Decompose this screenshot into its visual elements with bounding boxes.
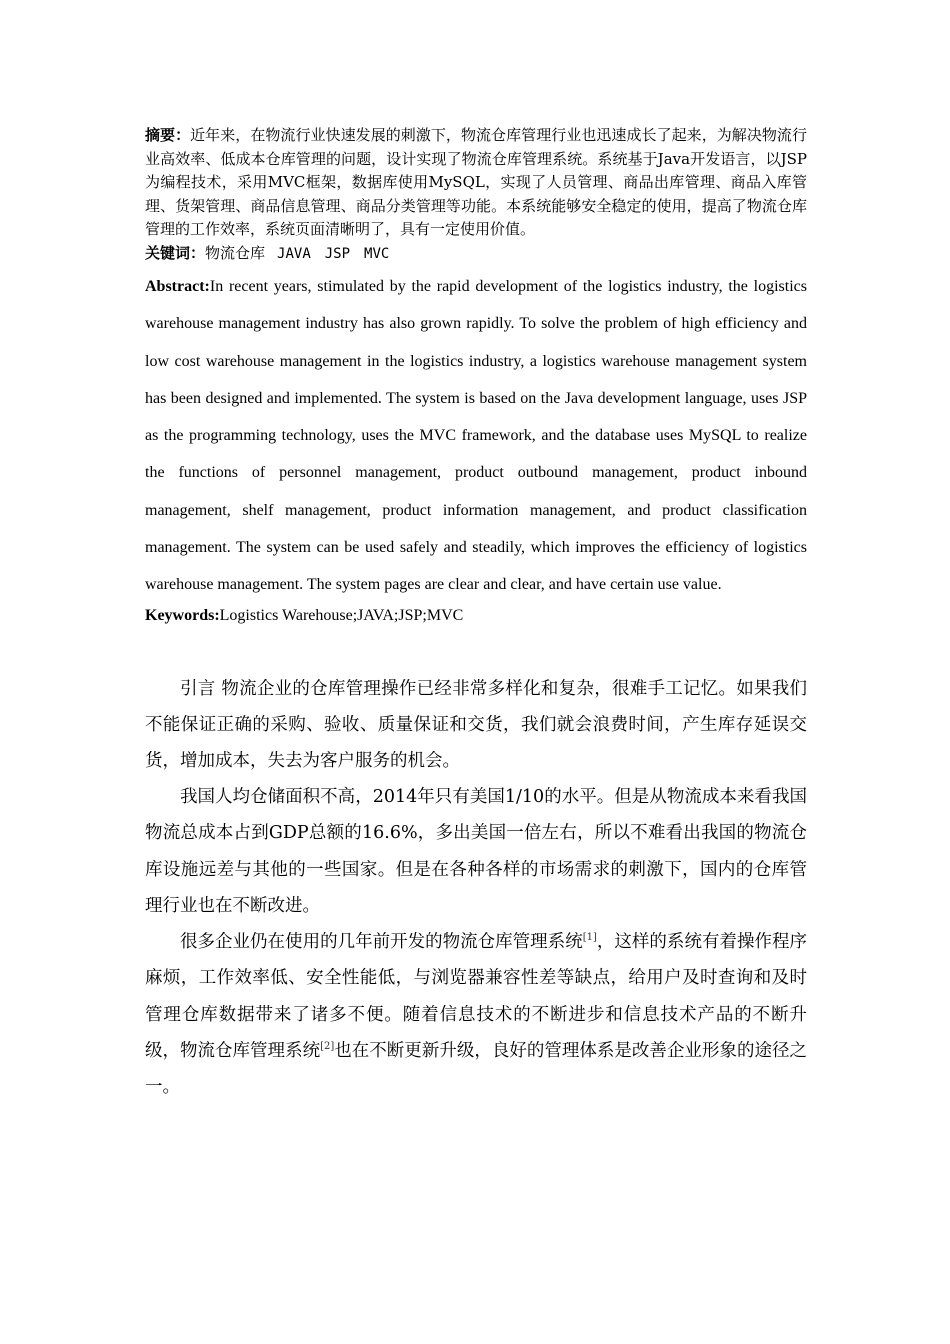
body-paragraph-3-part-b: ，这样的系统有着操作程序麻烦，工作效率低、安全性能低，与浏览器兼容性差等缺点，给用户及时查询和及时管理仓库数据带来了诸多不便。随着信息技术的不断进步和信息技术产品的不断升级，物流仓库管理系统 [145,932,808,1061]
keyword-cn-3: JSP [324,245,351,262]
citation-ref-2[interactable]: [2] [320,1040,335,1052]
abstract-cn [145,124,807,242]
keyword-cn-2: JAVA [277,245,311,262]
paper-page [145,124,807,1105]
keyword-cn-1: 物流仓库 [205,243,266,262]
abstract-en-text: In recent years, stimulated by the rapid development of the logistics industry, the logistics warehouse management industry has also grown rapidly. To solve the problem of high efficiency and low cost warehouse management in the logistics industry, a logistics warehouse management system has been designed and implemented. The system is based on the Java development language, uses JSP as the programming technology, uses the MVC framework, and the database uses MySQL to realize the functions of personnel management, product outbound management, product inbound management, shelf management, product information management, and product classification management. The system can be used safely and steadily, which improves the efficiency of logistics warehouse management. The system pages are clear and clear, and have certain use value. [145,278,807,594]
keywords-en-label: Keywords: [145,606,220,624]
keywords-en-text: Logistics Warehouse;JAVA;JSP;MVC [219,606,464,624]
body-text [145,671,807,1105]
citation-ref-1[interactable]: [1] [582,932,597,944]
body-paragraph-3-part-c: 也在不断更新升级，良好的管理体系是改善企业形象的途径之一。 [145,1040,808,1097]
body-paragraph-2: 我国人均仓储面积不高，2014年只有美国1/10的水平。但是从物流成本来看我国物流总成本占到GDP总额的16.6%，多出美国一倍左右，所以不难看出我国的物流仓库设施远差与其他的一些国家。但是在各种各样的市场需求的刺激下，国内的仓库管理行业也在不断改进。 [145,787,807,916]
keyword-cn-4: MVC [364,245,390,262]
abstract-en-label: Abstract: [145,278,210,295]
abstract-en [145,268,807,604]
keywords-cn [145,242,807,267]
abstract-cn-text: 近年来，在物流行业快速发展的刺激下，物流仓库管理行业也迅速成长了起来，为解决物流行业高效率、低成本仓库管理的问题，设计实现了物流仓库管理系统。系统基于Java开发语言，以JSP为编程技术，采用MVC框架，数据库使用MySQL，实现了人员管理、商品出库管理、商品入库管理、货架管理、商品信息管理、商品分类管理等功能。本系统能够安全稳定的使用，提高了物流仓库管理的工作效率，系统页面清晰明了，具有一定使用价值。 [145,126,807,238]
keywords-en [145,604,807,628]
body-paragraph-3-part-a: 很多企业仍在使用的几年前开发的物流仓库管理系统 [180,932,583,953]
keywords-cn-label: 关键词： [145,243,206,262]
body-paragraph-3 [145,924,807,1105]
body-paragraph-1: 引言 物流企业的仓库管理操作已经非常多样化和复杂，很难手工记忆。如果我们不能保证正确的采购、验收、质量保证和交货，我们就会浪费时间，产生库存延误交货，增加成本，失去为客户服务的机会。 [145,678,807,772]
abstract-cn-label: 摘要： [145,126,191,144]
